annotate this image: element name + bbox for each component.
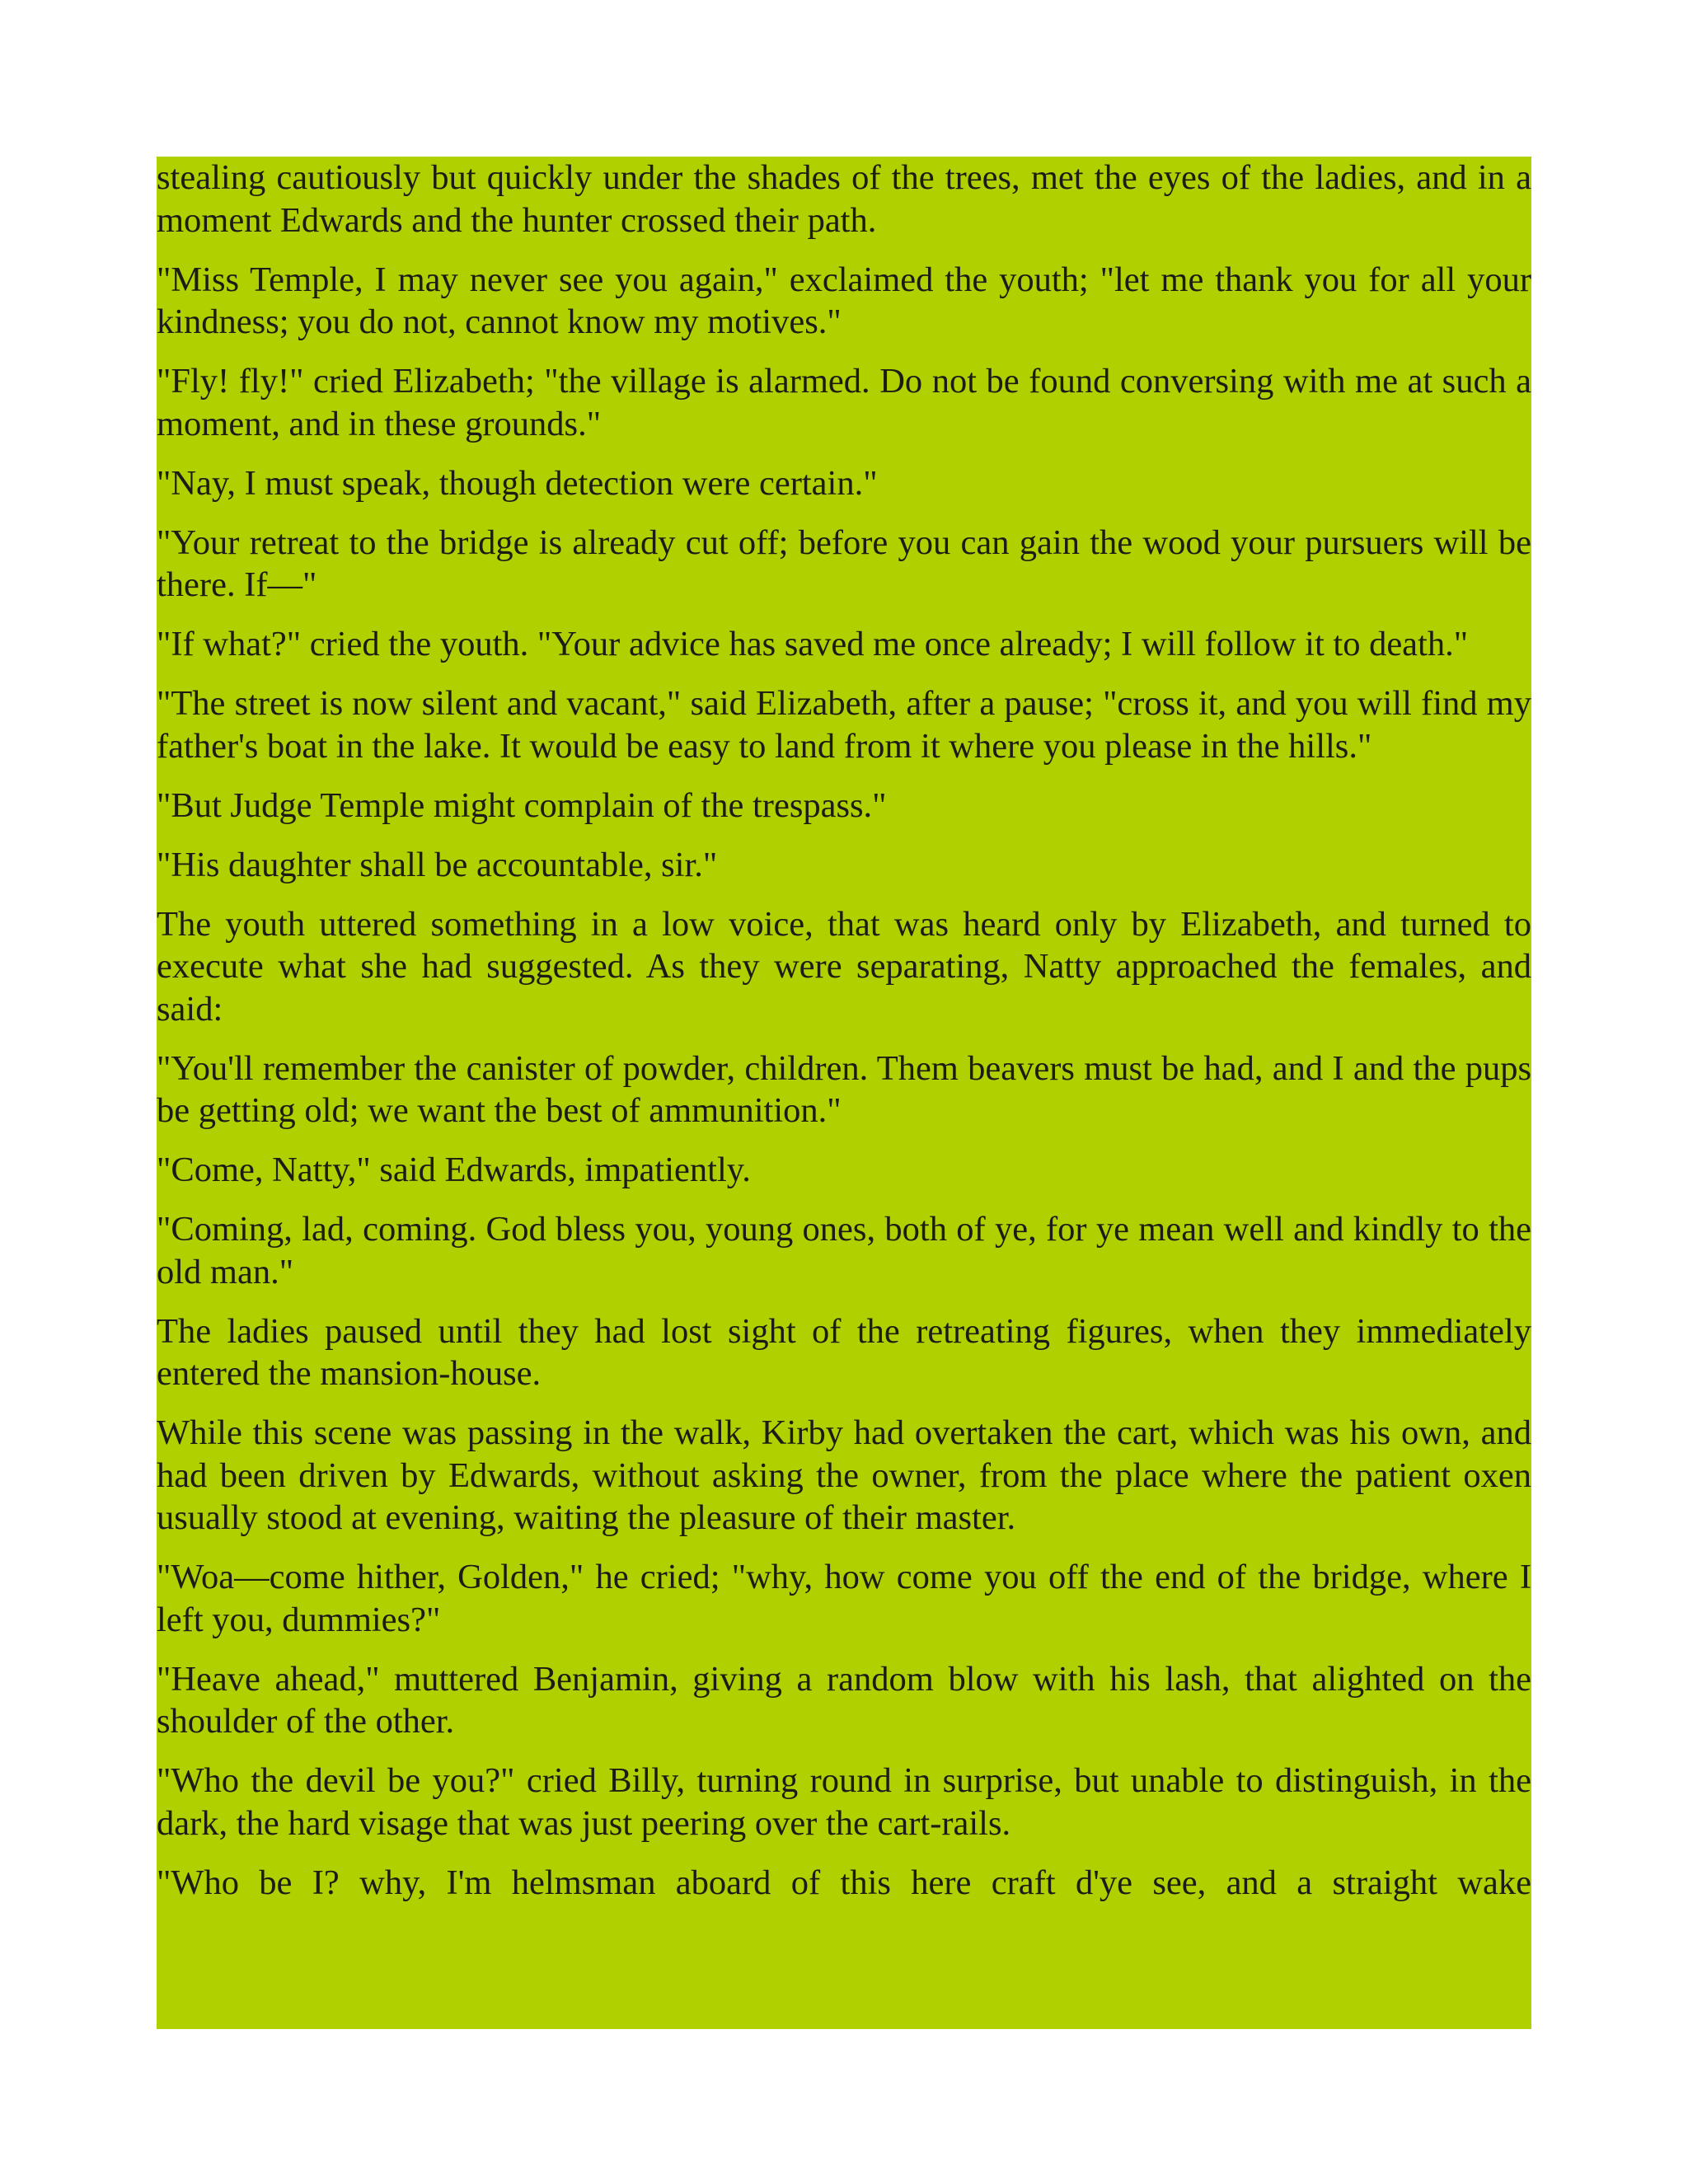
paragraph: "Who the devil be you?" cried Billy, turning round in surprise, but unable to distinguish, in the dark, the hard visage that was just peering over the cart-rails. — [157, 1761, 1531, 1843]
paragraph: "His daughter shall be accountable, sir." — [157, 845, 718, 884]
paragraph: "You'll remember the canister of powder, children. Them beavers must be had, and I and the pups be getting old; we want the best of ammunition." — [157, 1048, 1531, 1130]
paragraph: "But Judge Temple might complain of the trespass." — [157, 785, 887, 825]
paragraph: "If what?" cried the youth. "Your advice has saved me once already; I will follow it to death." — [157, 625, 1469, 663]
paragraph: "Nay, I must speak, though detection were certain." — [157, 463, 878, 503]
paragraph: "Your retreat to the bridge is already cut off; before you can gain the wood your pursuers will be there. If—" — [157, 523, 1531, 604]
paragraph: "Come, Natty," said Edwards, impatiently. — [157, 1151, 751, 1189]
paragraph: "Woa—come hither, Golden," he cried; "why, how come you off the end of the bridge, where I left you, dummies?" — [157, 1558, 1531, 1639]
paragraph: The youth uttered something in a low voice, that was heard only by Elizabeth, and turned to execute what she had suggested. As they were separating, Natty approached the females, and said: — [157, 904, 1531, 1029]
paragraph: stealing cautiously but quickly under the shades of the trees, met the eyes of the ladies, and in a moment Edwards and the hunter crossed their path. — [157, 158, 1531, 240]
paragraph: "Fly! fly!" cried Elizabeth; "the village is alarmed. Do not be found conversing with me at such a moment, and in these grounds." — [157, 362, 1531, 443]
paragraph: "Miss Temple, I may never see you again," exclaimed the youth; "let me thank you for all your kindness; you do not, cannot know my motives." — [157, 260, 1531, 341]
paragraph: The ladies paused until they had lost sight of the retreating figures, when they immediately entered the mansion-house. — [157, 1311, 1531, 1393]
paragraph-continued: "Who be I? why, I'm helmsman aboard of this here craft d'ye see, and a straight wake — [157, 1863, 1531, 1902]
paragraph: While this scene was passing in the walk, Kirby had overtaken the cart, which was his own, and had been driven by Edwards, without asking the owner, from the place where the patient oxen usually stood at evening, waiting the pleasure of their master. — [157, 1413, 1531, 1537]
paragraph: "Heave ahead," muttered Benjamin, giving a random blow with his lash, that alighted on the shoulder of the other. — [157, 1659, 1531, 1741]
text-block — [157, 157, 1531, 2029]
paragraph: "Coming, lad, coming. God bless you, young ones, both of ye, for ye mean well and kindly to the old man." — [157, 1210, 1531, 1291]
paragraph: "The street is now silent and vacant," said Elizabeth, after a pause; "cross it, and you will find my father's boat in the lake. It would be easy to land from it where you please in the hills." — [157, 684, 1531, 766]
